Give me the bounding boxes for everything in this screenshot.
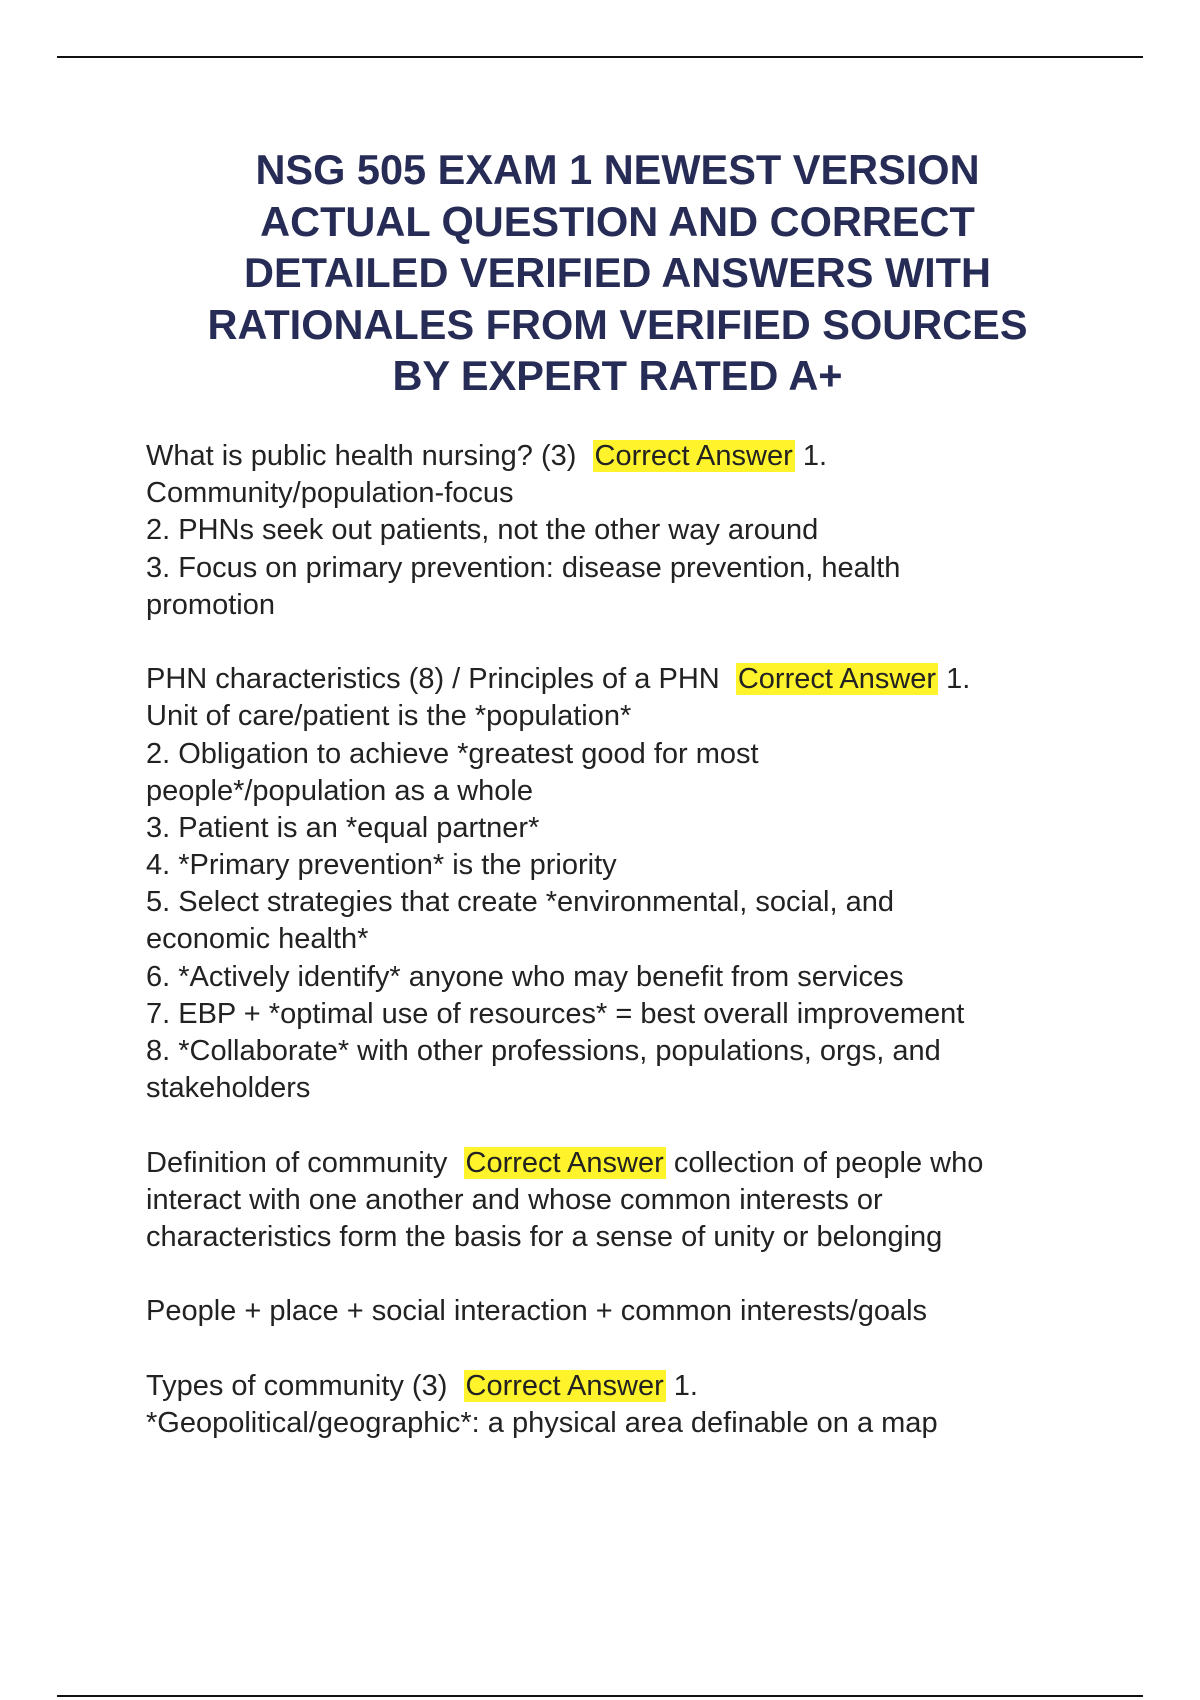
qa-item-definition-of-community (146, 1145, 1146, 1257)
correct-answer-highlight: Correct Answer (465, 1369, 664, 1402)
paragraph-gap (146, 1256, 1146, 1293)
paragraph-gap (146, 624, 1146, 661)
qa-item-public-health-nursing (146, 438, 1146, 624)
correct-answer-highlight: Correct Answer (737, 663, 937, 696)
correct-answer-highlight: Correct Answer (594, 440, 793, 472)
qa-item-phn-characteristics (146, 661, 1146, 1107)
answer-line: 5. Select strategies that create *environmental, social, and (146, 886, 894, 919)
body-text: People + place + social interaction + common interests/goals (146, 1295, 928, 1328)
answer-line: economic health* (146, 923, 369, 956)
answer-text: 1. (802, 440, 827, 472)
answer-line: interact with one another and whose common interests or (146, 1183, 883, 1216)
answer-text: 1. (946, 663, 971, 696)
document-body (146, 438, 1146, 1442)
correct-answer-highlight: Correct Answer (465, 1146, 664, 1179)
answer-line: 6. *Actively identify* anyone who may benefit from services (146, 960, 904, 993)
document-title (150, 144, 1085, 402)
title-line: ACTUAL QUESTION AND CORRECT (260, 197, 975, 245)
answer-line: 3. Focus on primary prevention: disease prevention, health (146, 551, 901, 584)
question-line (146, 661, 1146, 698)
answer-line: Unit of care/patient is the *population* (146, 700, 632, 733)
answer-line: *Geopolitical/geographic*: a physical area definable on a map (146, 1406, 938, 1439)
answer-line: promotion (146, 588, 275, 621)
answer-line: 4. *Primary prevention* is the priority (146, 849, 617, 882)
question-line (146, 438, 1146, 475)
paragraph-gap (146, 1331, 1146, 1368)
question-line (146, 1368, 1146, 1405)
answer-line: characteristics form the basis for a sense of unity or belonging (146, 1220, 943, 1253)
answer-line: 2. PHNs seek out patients, not the other way around (146, 514, 819, 547)
paragraph-community-formula (146, 1293, 1146, 1330)
answer-text: 1. (673, 1369, 698, 1402)
top-rule (57, 56, 1143, 58)
answer-line: people*/population as a whole (146, 774, 533, 807)
answer-line: 2. Obligation to achieve *greatest good for most (146, 737, 759, 770)
question-text: PHN characteristics (8) / Principles of a PHN (146, 663, 720, 696)
paragraph-gap (146, 1107, 1146, 1144)
answer-line: stakeholders (146, 1072, 311, 1105)
title-line: RATIONALES FROM VERIFIED SOURCES (207, 300, 1028, 348)
answer-line: 8. *Collaborate* with other professions, populations, orgs, and (146, 1035, 941, 1067)
question-text: Types of community (3) (146, 1369, 448, 1402)
title-line: DETAILED VERIFIED ANSWERS WITH (244, 249, 991, 296)
qa-item-types-of-community (146, 1368, 1146, 1442)
answer-line: 3. Patient is an *equal partner* (146, 811, 540, 844)
answer-line: Community/population-focus (146, 477, 514, 510)
answer-text: collection of people who (673, 1146, 984, 1179)
bottom-rule (57, 1695, 1143, 1697)
question-text: What is public health nursing? (3) (146, 440, 577, 472)
question-text: Definition of community (146, 1146, 448, 1179)
title-line: BY EXPERT RATED A+ (392, 352, 843, 399)
question-line (146, 1145, 1146, 1182)
answer-line: 7. EBP + *optimal use of resources* = best overall improvement (146, 997, 965, 1030)
title-line: NSG 505 EXAM 1 NEWEST VERSION (255, 146, 980, 193)
